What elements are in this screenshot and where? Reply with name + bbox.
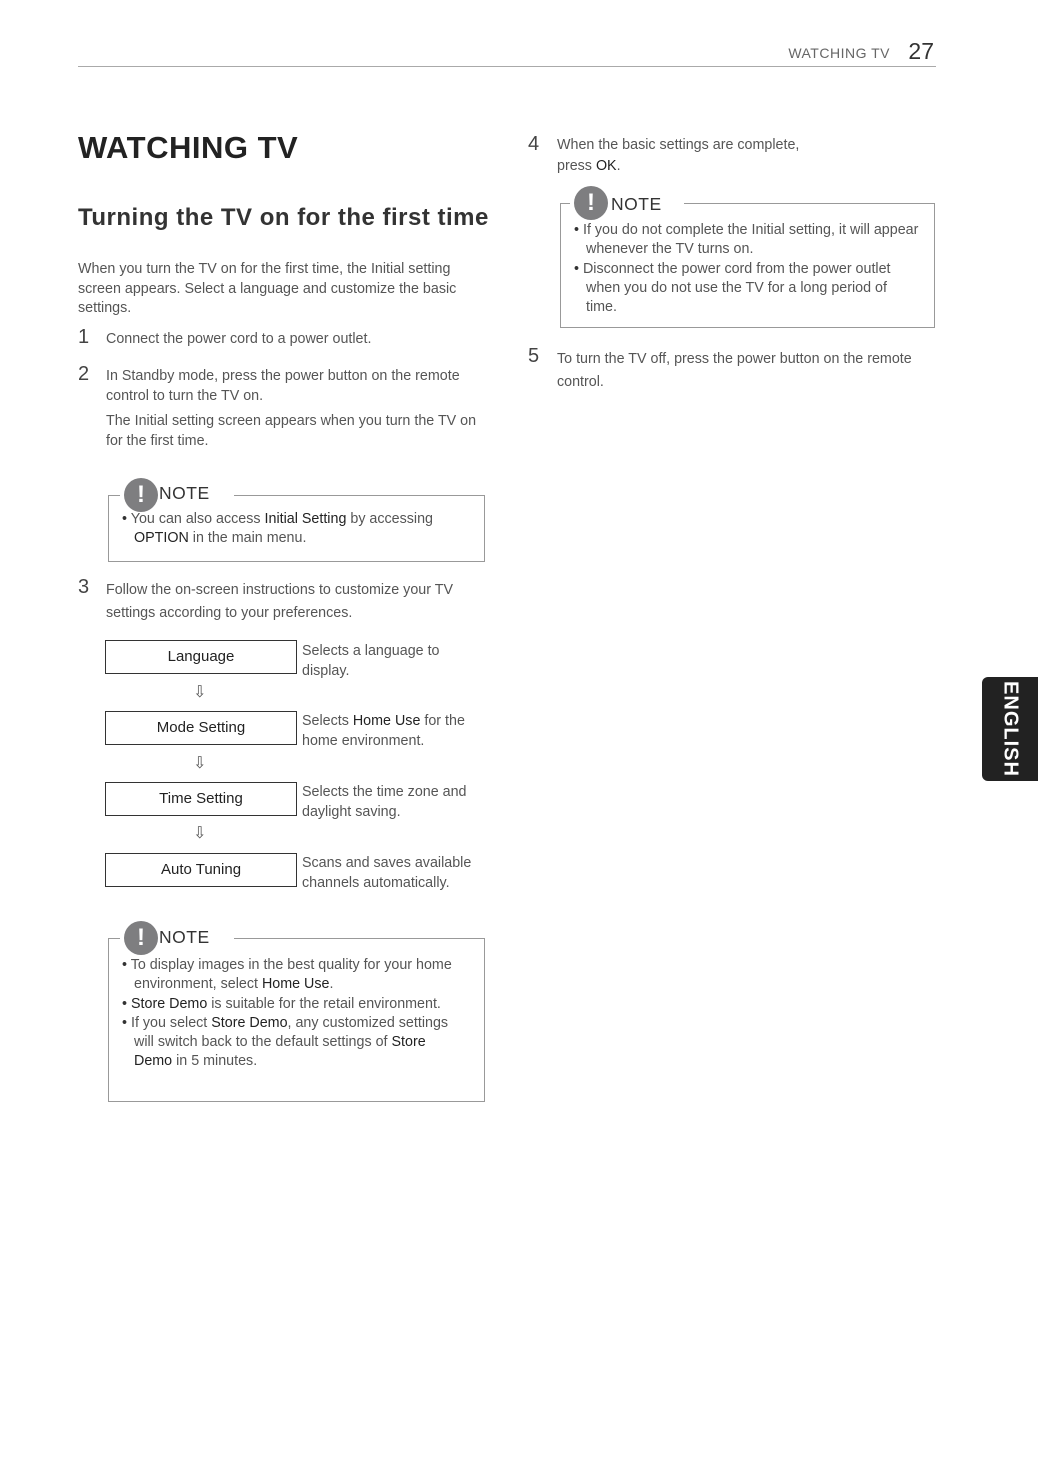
step-4-text: When the basic settings are complete, press OK. <box>557 137 800 174</box>
note-2-item-3: • If you select Store Demo, any customized settings will switch back to the default settings of Store Demo in 5 minutes. <box>122 1014 466 1072</box>
header-rule <box>78 66 936 67</box>
exclamation-icon: ! <box>124 921 158 955</box>
language-tab <box>982 677 1038 781</box>
flow-box-time-setting: Time Setting <box>105 782 297 816</box>
section-title: Turning the TV on for the first time <box>78 204 489 231</box>
flow-desc-language: Selects a language to display. <box>302 643 440 679</box>
flow-box-mode-setting: Mode Setting <box>105 711 297 745</box>
down-arrow-icon: ⇩ <box>193 825 207 842</box>
note-label: NOTE <box>611 194 662 214</box>
exclamation-icon: ! <box>124 478 158 512</box>
step-1-text: Connect the power cord to a power outlet. <box>106 331 372 347</box>
step-2-text: In Standby mode, press the power button on the remote control to turn the TV on. <box>106 368 460 404</box>
exclamation-icon: ! <box>574 186 608 220</box>
note-2-item-1: • To display images in the best quality for your home environment, select Home Use. <box>122 956 466 995</box>
language-tab-label: ENGLISH <box>999 681 1022 777</box>
flow-desc-auto-tuning: Scans and saves available channels automatically. <box>302 855 472 891</box>
step-4-number: 4 <box>528 133 540 155</box>
step-1-number: 1 <box>78 326 90 348</box>
page-title: WATCHING TV <box>78 130 299 165</box>
flow-box-language: Language <box>105 640 297 674</box>
step-3-number: 3 <box>78 576 90 598</box>
step-5-number: 5 <box>528 345 540 367</box>
flow-desc-time-setting: Selects the time zone and daylight saving. <box>302 784 467 820</box>
running-header-section: WATCHING TV <box>788 45 890 61</box>
note-3-item-2: • Disconnect the power cord from the power outlet when you do not use the TV for a long period of time. <box>574 260 919 318</box>
note-label: NOTE <box>159 927 210 947</box>
step-3-text: Follow the on-screen instructions to customize your TV settings according to your preferences. <box>106 582 453 621</box>
note-2-item-2: • Store Demo is suitable for the retail environment. <box>122 995 466 1014</box>
step-2-note-text: The Initial setting screen appears when you turn the TV on for the first time. <box>106 413 477 449</box>
note-3-item-1: • If you do not complete the Initial setting, it will appear whenever the TV turns on. <box>574 221 919 260</box>
page-number: 27 <box>908 38 934 64</box>
down-arrow-icon: ⇩ <box>193 684 207 701</box>
note-box-3 <box>560 186 934 328</box>
step-2-number: 2 <box>78 363 90 385</box>
flow-desc-mode-setting: Selects Home Use for the home environment. <box>302 713 465 749</box>
flow-box-auto-tuning: Auto Tuning <box>105 853 297 887</box>
intro-paragraph: When you turn the TV on for the first time, the Initial setting screen appears. Select a language and customize the basic settings. <box>78 261 457 316</box>
note-1-item: • You can also access Initial Setting by accessing OPTION in the main menu. <box>122 510 462 549</box>
note-box-2 <box>108 921 484 1102</box>
note-box-1 <box>108 478 484 562</box>
step-5-text: To turn the TV off, press the power button on the remote control. <box>557 351 912 390</box>
down-arrow-icon: ⇩ <box>193 755 207 772</box>
note-label: NOTE <box>159 483 210 503</box>
